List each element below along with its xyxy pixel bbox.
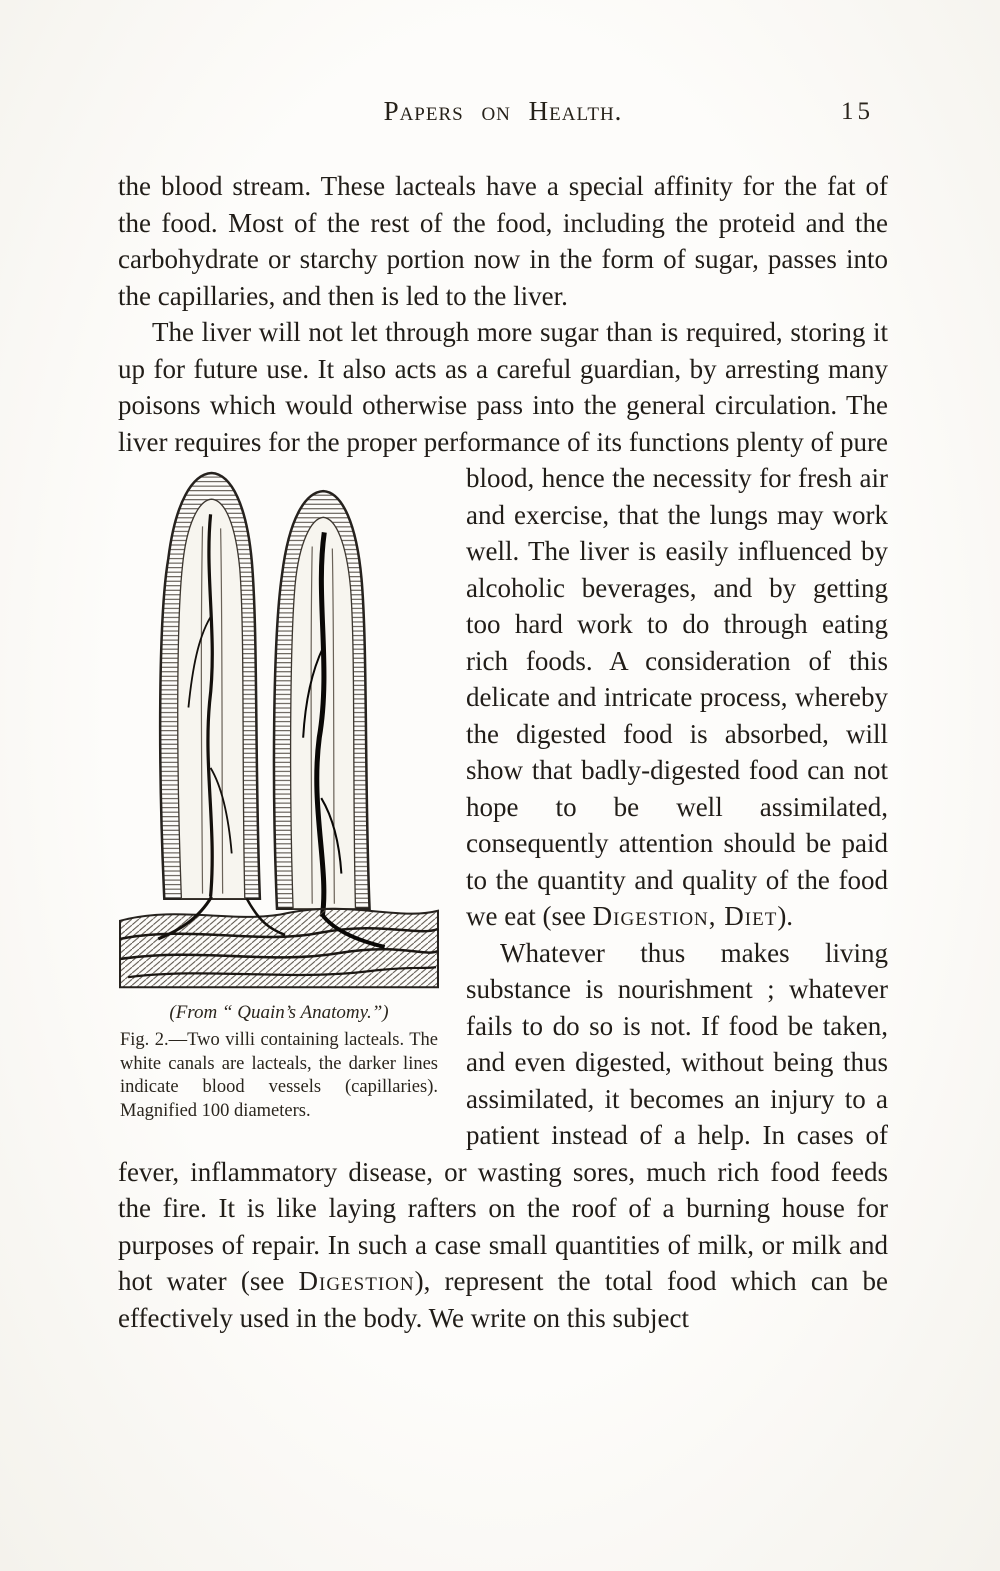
page-title: Papers on Health.: [383, 96, 623, 126]
paragraph-2-text-b: plenty of pure blood, hence the necessity for fresh air and exercise, that the lungs may work well. The liver is easily influenced by alcoholic beverages, and by getting too hard work to do through eating rich foods. A consideration of this delicate and intricate process, whereby the digested food is absorbed, will show that badly-digested food can not hope to be well assimilated, consequently attention should be paid to the quantity and quality of the food we eat (see: [466, 426, 888, 931]
paragraph-2-smallcaps: Digestion, Diet: [592, 901, 778, 931]
root-base: [120, 897, 438, 988]
paragraph-3-text-a: Whatever thus makes living substance is nourishment ; whatever fails to do so is not. If food be taken, and even digested, without being thus assimilated, it becomes an injury to a patient instead of a help. In cases of fever, inflammatory disease, or wasting sores, much rich food feeds the fire. It is like laying rafters on the roof of a burning house for purposes of repair. In such a case small quantities of milk, or milk and hot water (see: [118, 937, 888, 1296]
page-number: 15: [841, 98, 874, 125]
paragraph-2-text-end: ).: [777, 901, 794, 931]
paragraph-3-smallcaps: Digestion: [298, 1266, 415, 1296]
villi-engraving: [118, 466, 440, 989]
paragraph-2-text-a: The liver will not let through more sugar than is required, storing it up for future use. It also acts as a careful guardian, by arresting many poisons which would otherwise pass into the general circulation. The liver requires for the proper performance of its functions: [118, 317, 888, 457]
body-text: [118, 168, 888, 1336]
right-villus: [274, 491, 370, 917]
figure-source: (From “ Quain’s Anatomy.”): [169, 1002, 389, 1024]
running-header: [118, 96, 888, 132]
paragraph-1: [118, 168, 888, 314]
paragraph-1-text: the blood stream. These lacteals have a special affinity for the fat of the food. Most of the rest of the food, including the proteid and the carbohydrate or starchy portion now in the form of sugar, passes into the capillaries, and then is led to the liver.: [118, 171, 888, 311]
figure-two-villi: [118, 466, 440, 1123]
left-villus: [160, 473, 260, 899]
paragraph-3-text-b: ), represent the total food which can be effectively used in the body. We write on this subject: [118, 1266, 888, 1333]
figure-caption: Fig. 2.—Two villi containing lacteals. The white canals are lacteals, the darker lines indicate blood vessels (capillaries). Magnified 100 diameters.: [120, 1030, 438, 1121]
